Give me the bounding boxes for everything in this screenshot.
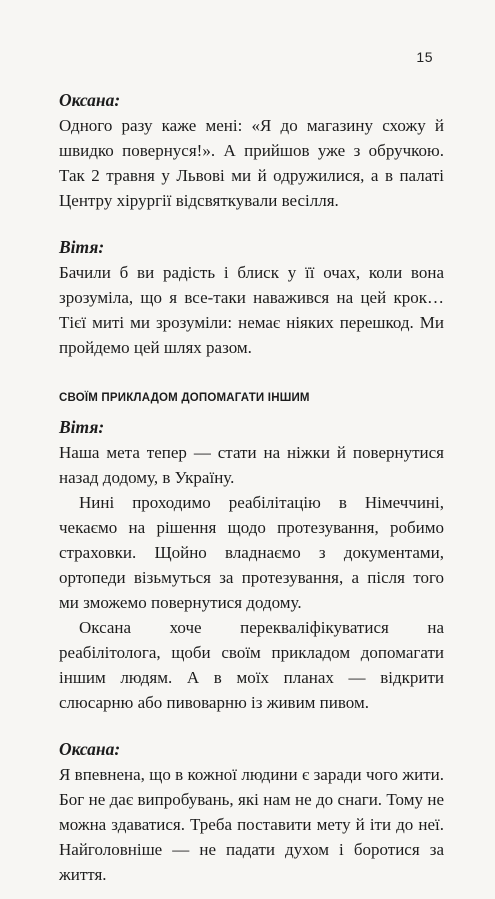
speaker-name: Оксана: xyxy=(59,90,121,110)
paragraph: Я впевнена, що в кожної людини є заради чого жити. Бог не дає випробувань, які нам не до снаги. Тому не можна здаватися. Треба поставити мету й іти до неї. Найголовніше — не падати духом і боротися за життя. xyxy=(59,765,444,884)
page-number: 15 xyxy=(416,49,433,65)
dialogue-block-oksana-1 xyxy=(59,88,444,213)
page-content xyxy=(59,88,444,899)
section-heading: СВОЇМ ПРИКЛАДОМ ДОПОМАГАТИ ІНШИМ xyxy=(59,392,310,404)
paragraph: Бачили б ви радість і блиск у її очах, коли вона зрозуміла, що я все-таки наважився на цей крок… Тієї миті ми зрозуміли: немає ніяких перешкод. Ми пройдемо цей шлях разом. xyxy=(59,263,444,357)
dialogue-block-vitia-1 xyxy=(59,235,444,360)
dialogue-block-vitia-2 xyxy=(59,415,444,715)
speaker-name: Вітя: xyxy=(59,417,105,437)
paragraph: Нині проходимо реабілітацію в Німеччині, чекаємо на рішення щодо протезування, робимо страховки. Щойно владнаємо з документами, ортопеди візьмуться за протезування, а після того ми зможемо повернутися додому. xyxy=(59,493,444,612)
paragraph: Оксана хоче перекваліфікуватися на реабілітолога, щоби своїм прикладом допомагати іншим людям. А в моїх планах — відкрити слюсарню або пивоварню із живим пивом. xyxy=(59,618,444,712)
dialogue-block-oksana-2 xyxy=(59,737,444,887)
speaker-name: Вітя: xyxy=(59,237,105,257)
paragraph: Наша мета тепер — стати на ніжки й повернутися назад додому, в Україну. xyxy=(59,443,444,487)
speaker-name: Оксана: xyxy=(59,739,121,759)
paragraph: Одного разу каже мені: «Я до магазину схожу й швидко повернуся!». А прийшов уже з обручкою. Так 2 травня у Львові ми й одружилися, а в палаті Центру хірургії відсвяткували весілля. xyxy=(59,116,444,210)
